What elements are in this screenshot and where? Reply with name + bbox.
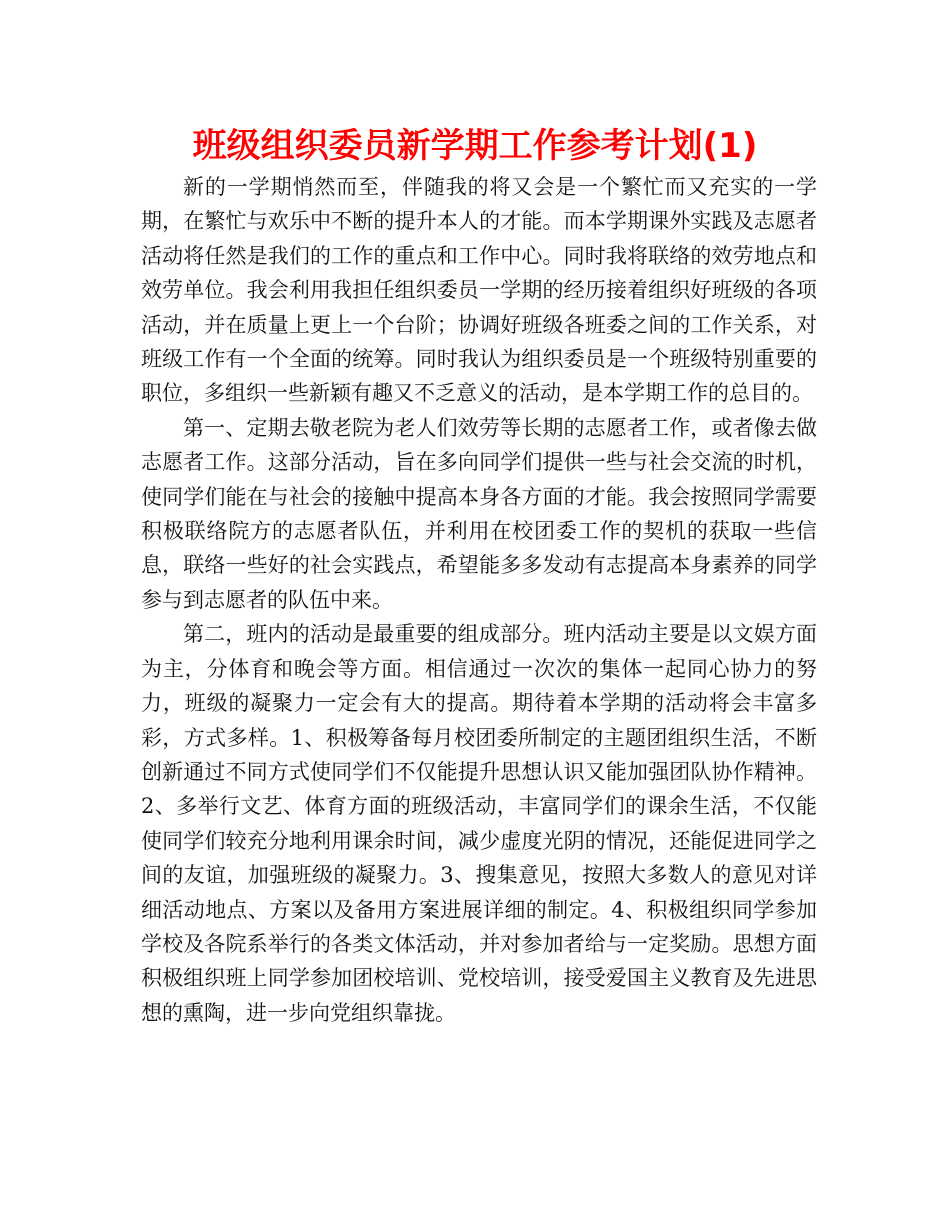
paragraph-second: 第二，班内的活动是最重要的组成部分。班内活动主要是以文娱方面为主，分体育和晚会等方面。相信通过一次次的集体一起同心协力的努力，班级的凝聚力一定会有大的提高。期待着本学期的活动将会丰富多彩，方式多样。1、积极筹备每月校团委所制定的主题团组织生活，不断创新通过不同方式使同学们不仅能提升思想认识又能加强团队协作精神。2、多举行文艺、体育方面的班级活动，丰富同学们的课余生活，不仅能使同学们较充分地利用课余时间，减少虚度光阴的情况，还能促进同学之间的友谊，加强班级的凝聚力。3、搜集意见，按照大多数人的意见对详细活动地点、方案以及备用方案进展详细的制定。4、积极组织同学参加学校及各院系举行的各类文体活动，并对参加者给与一定奖励。思想方面积极组织班上同学参加团校培训、党校培训，接受爱国主义教育及先进思想的熏陶，进一步向党组织靠拢。 [141, 622, 817, 1025]
document-body [141, 170, 817, 1030]
paragraph-intro: 新的一学期悄然而至，伴随我的将又会是一个繁忙而又充实的一学期，在繁忙与欢乐中不断的提升本人的才能。而本学期课外实践及志愿者活动将任然是我们的工作的重点和工作中心。同时我将联络的效劳地点和效劳单位。我会利用我担任组织委员一学期的经历接着组织好班级的各项活动，并在质量上更上一个台阶；协调好班级各班委之间的工作关系，对班级工作有一个全面的统筹。同时我认为组织委员是一个班级特别重要的职位，多组织一些新颖有趣又不乏意义的活动，是本学期工作的总目的。 [141, 175, 817, 406]
document-title: 班级组织委员新学期工作参考计划(1) [192, 126, 758, 166]
paragraph-first: 第一、定期去敬老院为老人们效劳等长期的志愿者工作，或者像去做志愿者工作。这部分活动，旨在多向同学们提供一些与社会交流的时机，使同学们能在与社会的接触中提高本身各方面的才能。我会按照同学需要积极联络院方的志愿者队伍，并利用在校团委工作的契机的获取一些信息，联络一些好的社会实践点，希望能多多发动有志提高本身素养的同学参与到志愿者的队伍中来。 [141, 415, 817, 612]
